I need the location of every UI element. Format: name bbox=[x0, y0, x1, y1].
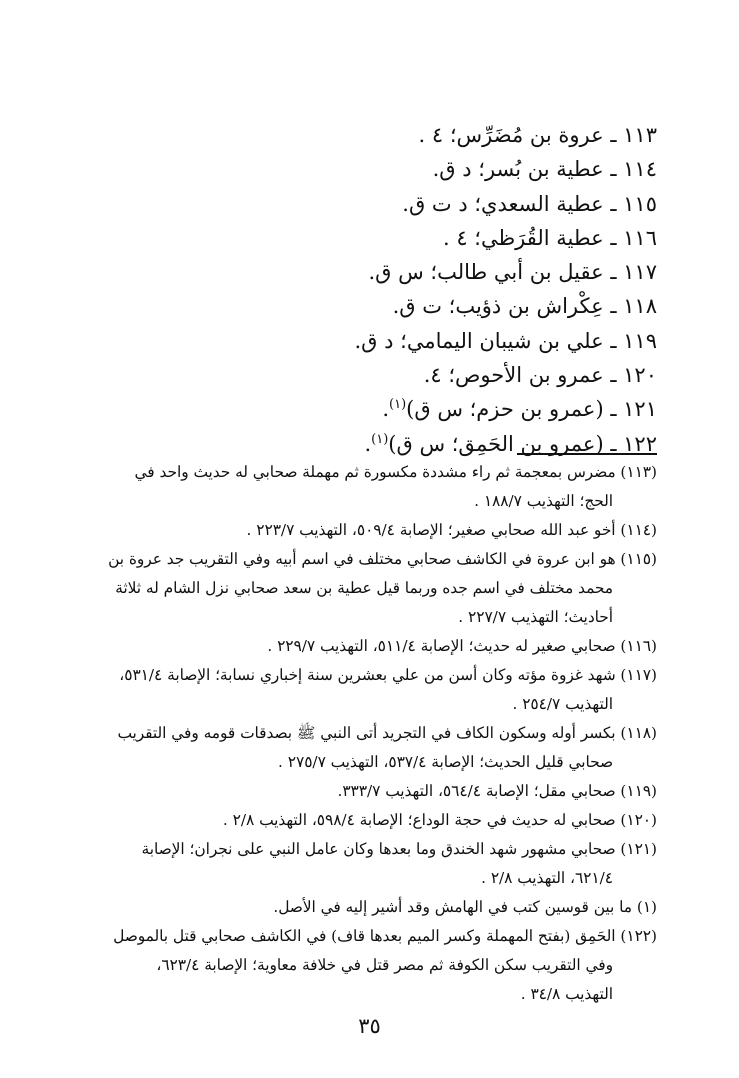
entry-text: ١٢١ ـ (عمرو بن حزم؛ س ق) bbox=[406, 397, 657, 422]
footnote-line: التهذيب ٣٤/٨ . bbox=[520, 985, 613, 1003]
footnote-line: (١٢٠) صحابي له حديث في حجة الوداع؛ الإصابة ٥٩٨/٤، التهذيب ٢/٨ . bbox=[222, 811, 657, 829]
entry-text: ١١٧ ـ عقيل بن أبي طالب؛ س ق. bbox=[368, 260, 657, 285]
footnote-marker: (١) bbox=[371, 431, 389, 447]
footnote-line: (١١٩) صحابي مقل؛ الإصابة ٥٦٤/٤، التهذيب ٣٣٣/٧. bbox=[337, 782, 657, 800]
list-item bbox=[137, 255, 657, 289]
footnote-113 bbox=[81, 458, 657, 516]
entry-text: ١١٩ ـ علي بن شيبان اليمامي؛ د ق. bbox=[354, 328, 657, 353]
footnote-line: ٦٢١/٤، التهذيب ٢/٨ . bbox=[481, 869, 613, 887]
entry-text: ١٢٠ ـ عمرو بن الأحوص؛ ٤. bbox=[423, 363, 657, 388]
footnote-118 bbox=[81, 719, 657, 777]
footnote-line: التهذيب ٢٥٤/٧ . bbox=[512, 695, 613, 713]
footnote-115 bbox=[81, 545, 657, 632]
footnote-122 bbox=[81, 922, 657, 1009]
list-item bbox=[137, 427, 657, 461]
footnote-121 bbox=[81, 835, 657, 893]
footnote-line: (١١٧) شهد غزوة مؤته وكان أسن من علي بعشرين سنة إخباري نسابة؛ الإصابة ٥٣١/٤، bbox=[119, 666, 657, 684]
entry-text: ١٢٢ ـ (عمرو بن الحَمِق؛ س ق) bbox=[388, 431, 657, 456]
page-number: ٣٥ bbox=[358, 1014, 381, 1038]
footnote-line: محمد مختلف في اسم جده وربما قيل عطية بن سعد صحابي نزل الشام له ثلاثة bbox=[115, 579, 613, 597]
list-item bbox=[137, 324, 657, 358]
entry-list bbox=[137, 118, 657, 461]
footnote-line: (١٢٢) الحَمِق (بفتح المهملة وكسر الميم بعدها قاف) في الكاشف صحابي قتل بالموصل bbox=[113, 927, 657, 945]
footnote-117 bbox=[81, 661, 657, 719]
footnote-line: (١١٥) هو ابن عروة في الكاشف صحابي مختلف في اسم أبيه وفي التقريب جد عروة بن bbox=[108, 550, 657, 568]
footnote-line: (١) ما بين قوسين كتب في الهامش وقد أشير إليه في الأصل. bbox=[273, 898, 657, 916]
entry-text: ١١٣ ـ عروة بن مُضَرِّس؛ ٤ . bbox=[418, 123, 657, 147]
footnote-line: (١١٨) بكسر أوله وسكون الكاف في التجريد أتى النبي ﷺ بصدقات قومه وفي التقريب bbox=[117, 724, 657, 742]
footnotes bbox=[81, 458, 657, 1009]
footnote-line: وفي التقريب سكن الكوفة ثم مصر قتل في خلافة معاوية؛ الإصابة ٦٢٣/٤، bbox=[156, 956, 613, 974]
footnote-120 bbox=[81, 806, 657, 835]
list-item bbox=[137, 358, 657, 392]
list-item bbox=[137, 221, 657, 255]
footnote-line: (١١٣) مضرس بمعجمة ثم راء مشددة مكسورة ثم مهملة صحابي له حديث واحد في bbox=[134, 463, 657, 481]
list-item bbox=[137, 152, 657, 186]
list-item bbox=[137, 187, 657, 221]
entry-text: ١١٦ ـ عطية القُرَظي؛ ٤ . bbox=[442, 225, 657, 250]
footnote-line: أحاديث؛ التهذيب ٢٢٧/٧ . bbox=[458, 608, 613, 626]
footnote-line: (١١٦) صحابي صغير له حديث؛ الإصابة ٥١١/٤، التهذيب ٢٢٩/٧ . bbox=[267, 637, 657, 655]
entry-text: ١١٤ ـ عطية بن بُسر؛ د ق. bbox=[432, 157, 657, 182]
footnote-line: الحج؛ التهذيب ١٨٨/٧ . bbox=[474, 492, 613, 510]
entry-text: ١١٨ ـ عِكْراش بن ذؤيب؛ ت ق. bbox=[392, 294, 657, 319]
footnote-line: (١٢١) صحابي مشهور شهد الخندق وما بعدها وكان عامل النبي على نجران؛ الإصابة bbox=[141, 840, 657, 858]
footnote-116 bbox=[81, 632, 657, 661]
list-item bbox=[137, 118, 657, 152]
footnote-line: صحابي قليل الحديث؛ الإصابة ٥٣٧/٤، التهذيب ٢٧٥/٧ . bbox=[278, 753, 613, 771]
footnote-114 bbox=[81, 516, 657, 545]
list-item bbox=[137, 392, 657, 426]
entry-period: . bbox=[382, 397, 390, 422]
footnote-1 bbox=[81, 893, 657, 922]
footnote-119 bbox=[81, 777, 657, 806]
list-item bbox=[137, 289, 657, 323]
entry-text: ١١٥ ـ عطية السعدي؛ د ت ق. bbox=[402, 191, 657, 216]
entry-period: . bbox=[364, 431, 372, 456]
footnote-marker: (١) bbox=[389, 397, 407, 413]
footnote-divider bbox=[517, 453, 657, 455]
footnote-line: (١١٤) أخو عبد الله صحابي صغير؛ الإصابة ٥٠٩/٤، التهذيب ٢٢٣/٧ . bbox=[246, 521, 657, 539]
